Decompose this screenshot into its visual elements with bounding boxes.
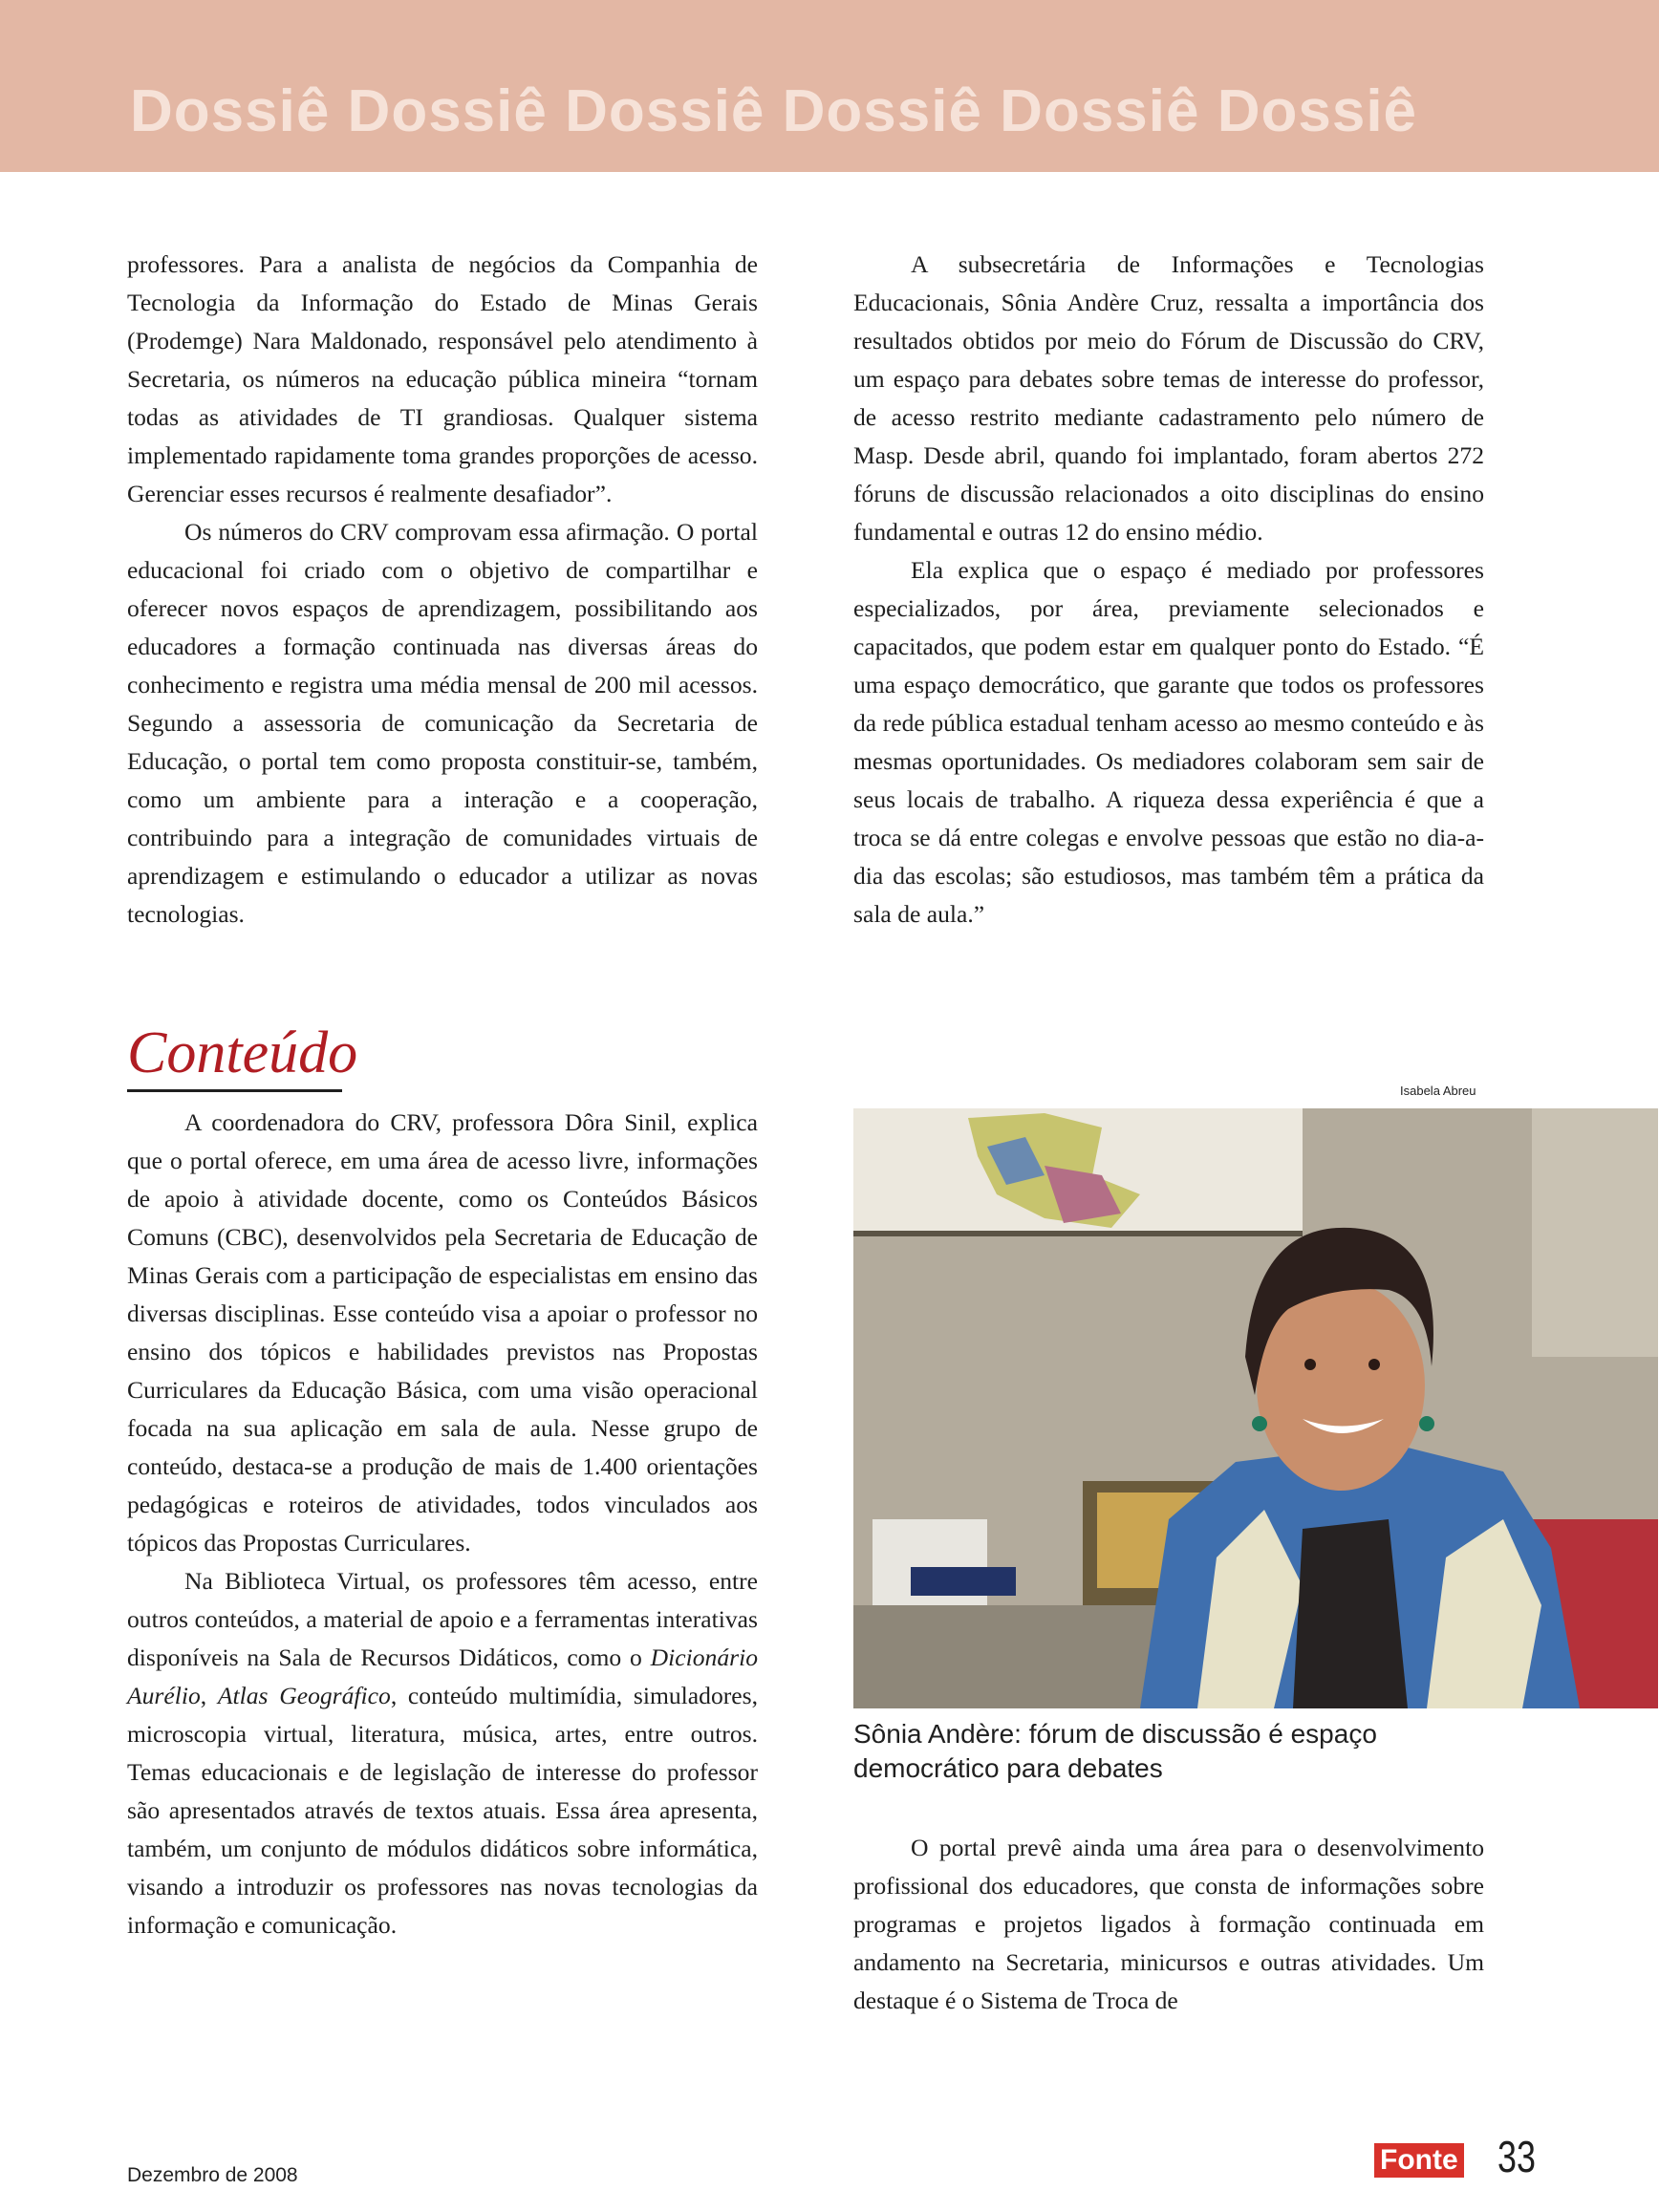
paragraph: professores. Para a analista de negócios da Companhia de Tecnologia da Informação do Estado de Minas Gerais (Prodemge) Nara Maldonado, responsável pelo atendimento à Secretaria, os números na educação pública mineira “tornam todas as atividades de TI grandiosas. Qualquer sistema implementado rapidamente toma grandes proporções de acesso. Gerenciar esses recursos é realmente desafiador”. [127,250,758,507]
magazine-logo: Fonte [1374,2143,1464,2178]
emphasis-dicionario: Dicionário Aurélio [127,1643,758,1709]
emphasis-atlas: Atlas Geográfico [217,1682,391,1709]
paragraph [127,1562,758,1944]
right-column-bottom [853,1829,1484,2020]
left-column-top [127,246,758,934]
portrait-photo [853,1108,1658,1708]
section-heading: Conteúdo [127,1020,358,1085]
paragraph-text: Na Biblioteca Virtual, os professores têm acesso, entre outros conteúdos, a material de apoio e a ferramentas interativas disponíveis na Sala de Recursos Didáticos, como o [127,1567,758,1671]
paragraph: Ela explica que o espaço é mediado por professores especializados, por área, previamente selecionados e capacitados, que podem estar em qualquer ponto do Estado. “É uma espaço democrático, que garante que todos os professores da rede pública estadual tenham acesso ao mesmo conteúdo e às mesmas oportunidades. Os mediadores colaboram sem sair de seus locais de trabalho. A riqueza dessa experiência é que a troca se dá entre colegas e envolve pessoas que estão no dia-a-dia das escolas; são estudiosos, mas também têm a prática da sala de aula.” [853,556,1484,928]
paragraph-text: , [200,1682,218,1709]
paragraph: Os números do CRV comprovam essa afirmação. O portal educacional foi criado com o objetivo de compartilhar e oferecer novos espaços de aprendizagem, possibilitando aos educadores a formação continuada nas diversas áreas do conhecimento e registra uma média mensal de 200 mil acessos. Segundo a assessoria de comunicação da Secretaria de Educação, o portal tem como proposta constituir-se, também, como um ambiente para a interação e a cooperação, contribuindo para a integração de comunidades virtuais de aprendizagem e estimulando o educador a utilizar as novas tecnologias. [127,518,758,928]
left-column-bottom [127,1104,758,1944]
banner-title: Dossiê Dossiê Dossiê Dossiê Dossiê Dossiê [130,78,1418,144]
paragraph: A subsecretária de Informações e Tecnologias Educacionais, Sônia Andère Cruz, ressalta a importância dos resultados obtidos por meio do Fórum de Discussão do CRV, um espaço para debates sobre temas de interesse do professor, de acesso restrito mediante cadastramento pelo número de Masp. Desde abril, quando foi implantado, foram abertos 272 fóruns de discussão relacionados a oito disciplinas do ensino fundamental e outras 12 do ensino médio. [853,250,1484,546]
page-number: 33 [1497,2132,1536,2181]
dossie-banner [0,0,1659,172]
photo-caption: Sônia Andère: fórum de discussão é espaço democrático para debates [853,1719,1377,1783]
issue-date: Dezembro de 2008 [127,2164,298,2186]
photo-credit: Isabela Abreu [1400,1084,1476,1098]
right-column-top [853,246,1484,934]
paragraph-text: , conteúdo multimídia, simuladores, microscopia virtual, literatura, música, artes, entre outros. Temas educacionais e de legislação de interesse do professor são apresentados através de textos atuais. Essa área apresenta, também, um conjunto de módulos didáticos sobre informática, visando a introduzir os professores nas novas tecnologias da informação e comunicação. [127,1682,758,1939]
paragraph: A coordenadora do CRV, professora Dôra Sinil, explica que o portal oferece, em uma área de acesso livre, informações de apoio à atividade docente, como os Conteúdos Básicos Comuns (CBC), desenvolvidos pela Secretaria de Educação de Minas Gerais com a participação de especialistas em ensino das diversas disciplinas. Esse conteúdo visa a apoiar o professor no ensino dos tópicos e habilidades previstos nas Propostas Curriculares da Educação Básica, com uma visão operacional focada na sua aplicação em sala de aula. Nesse grupo de conteúdo, destaca-se a produção de mais de 1.400 orientações pedagógicas e roteiros de atividades, todos vinculados aos tópicos das Propostas Curriculares. [127,1108,758,1557]
portrait-illustration [853,1108,1658,1708]
paragraph: O portal prevê ainda uma área para o desenvolvimento profissional dos educadores, que consta de informações sobre programas e projetos ligados à formação continuada em andamento na Secretaria, minicursos e outras atividades. Um destaque é o Sistema de Troca de [853,1834,1484,2014]
section-underline [127,1089,342,1092]
